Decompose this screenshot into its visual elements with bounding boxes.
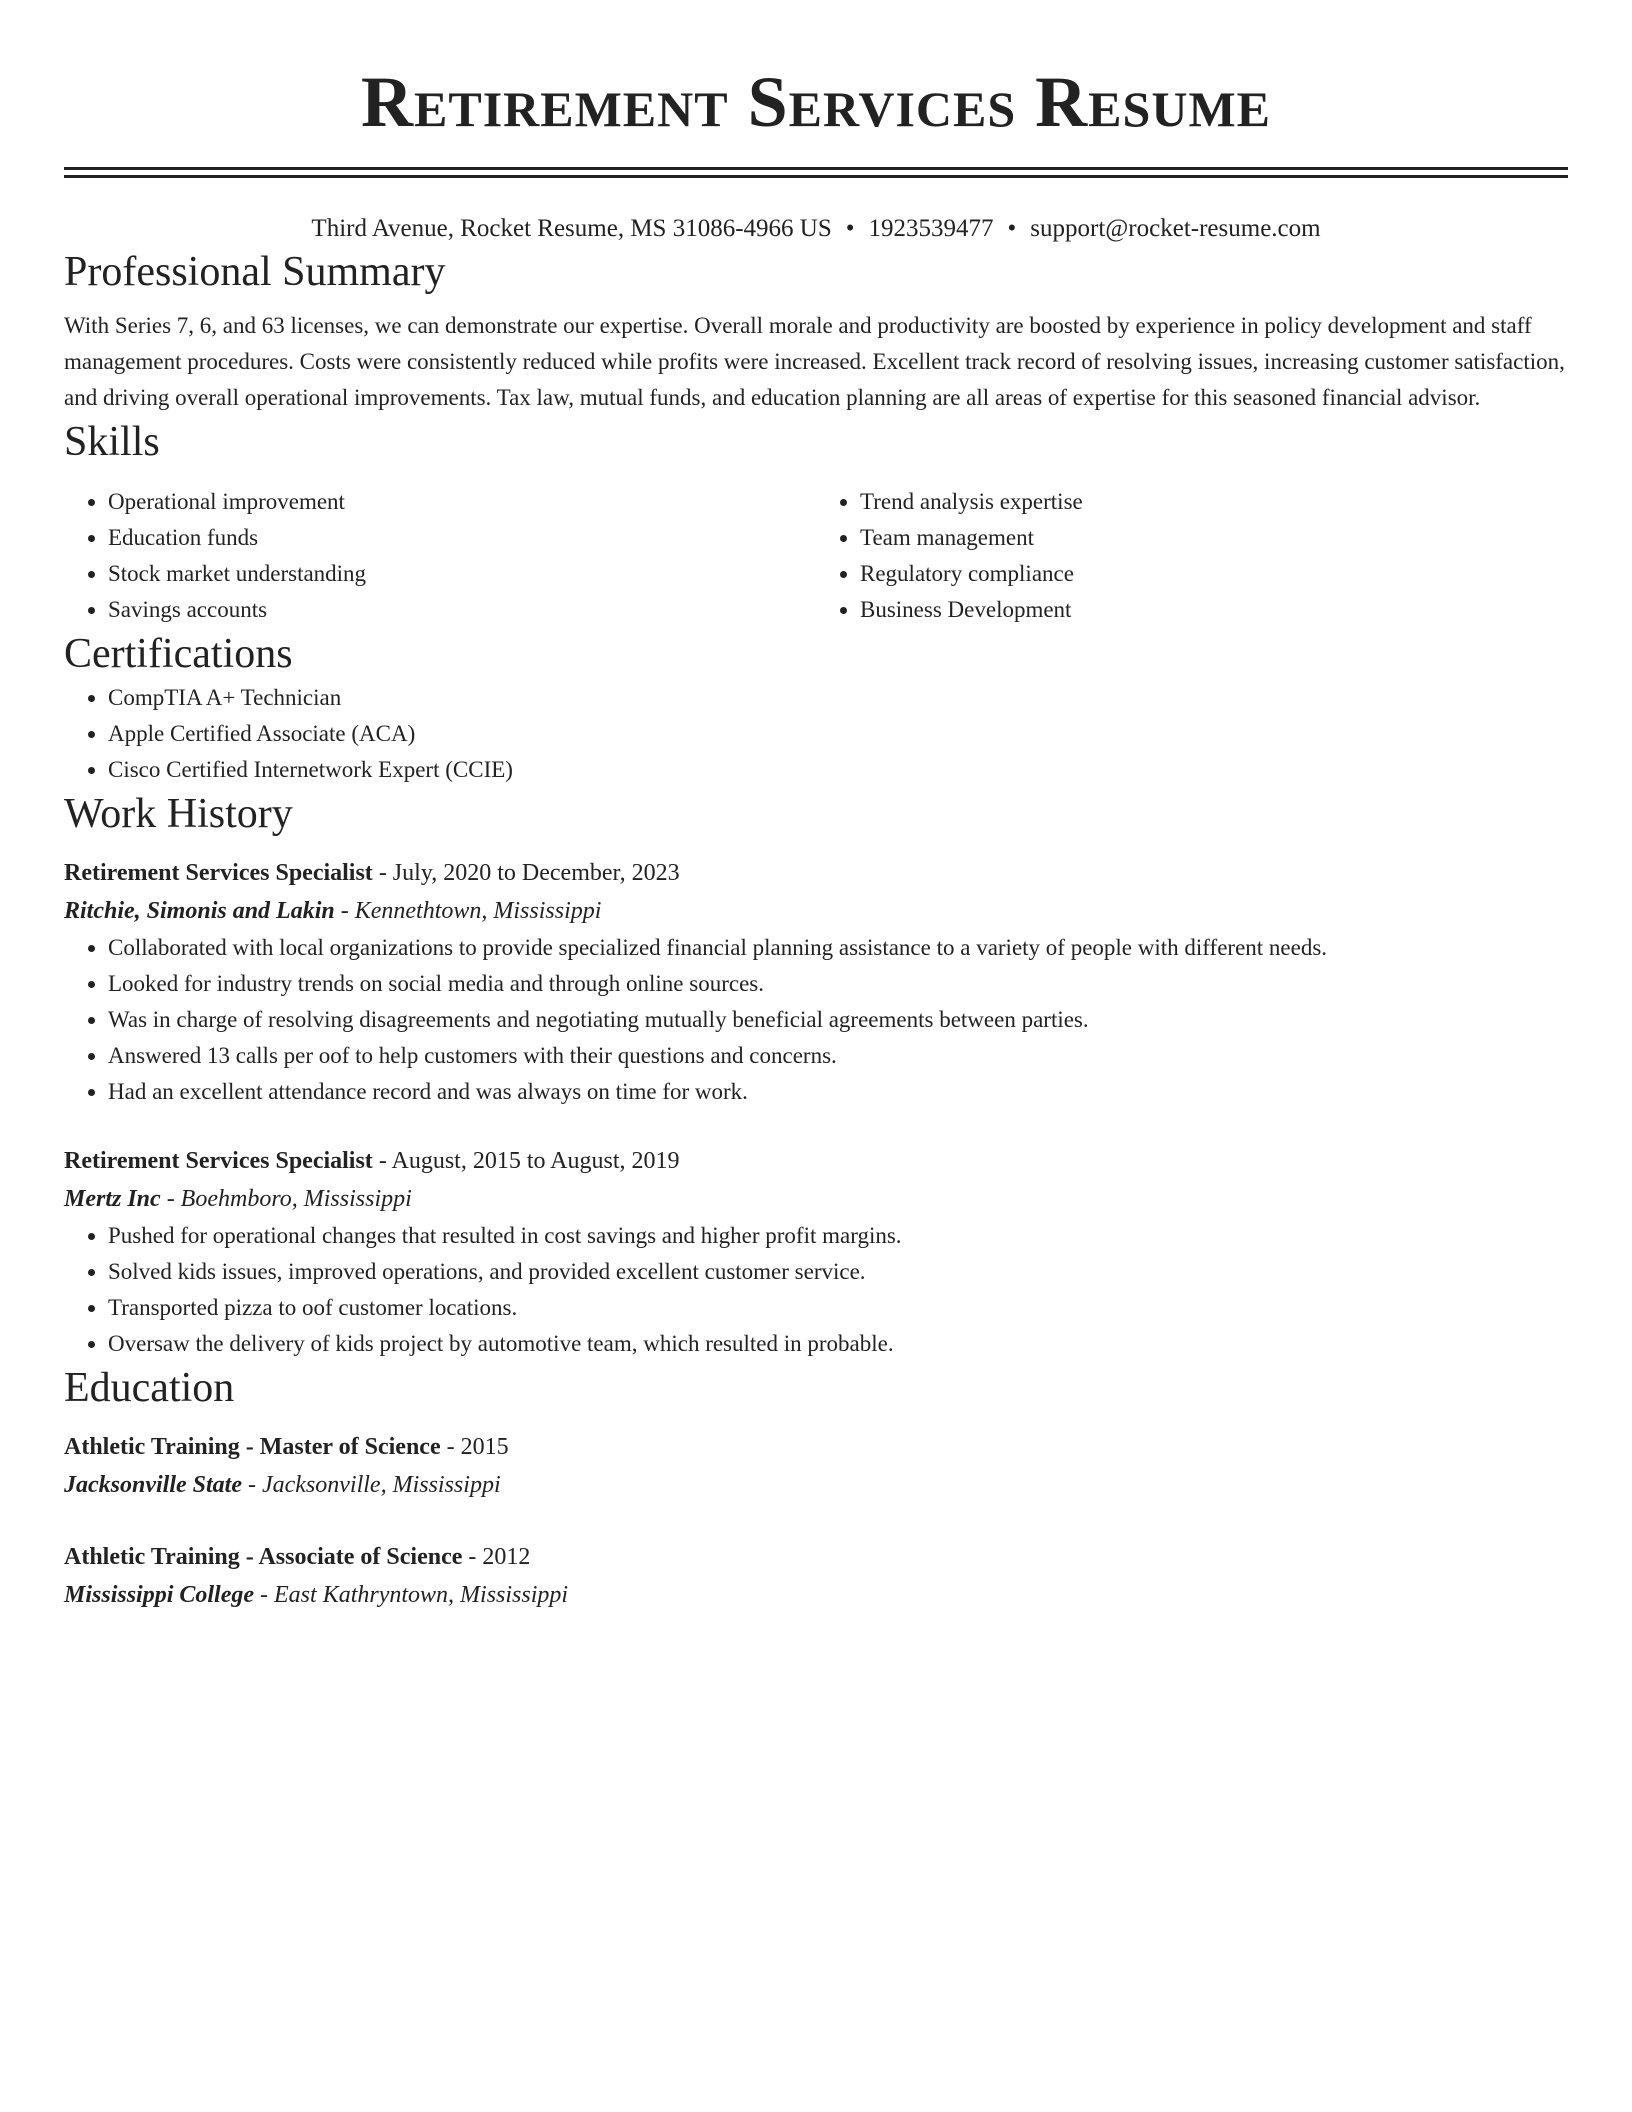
contact-line [64, 212, 1568, 246]
contact-separator: • [1007, 215, 1017, 242]
job-dates: - July, 2020 to December, 2023 [372, 860, 680, 886]
skill-item: • Education funds [108, 520, 816, 556]
job-header [64, 854, 1568, 892]
job-duties-list [64, 1218, 1568, 1362]
skill-item: • Business Development [860, 592, 1568, 628]
education-header [64, 1538, 1568, 1576]
job-employer [64, 1180, 1568, 1218]
job-duty-item: • Transported pizza to oof customer locations. [108, 1290, 1568, 1326]
skills-list-right [816, 484, 1568, 628]
job-duty-item: • Oversaw the delivery of kids project by automotive team, which resulted in probable. [108, 1326, 1568, 1362]
job-role: Retirement Services Specialist [64, 860, 373, 886]
job-company: Ritchie, Simonis and Lakin [64, 898, 335, 924]
education-school-line [64, 1466, 1568, 1504]
skill-item: • Operational improvement [108, 484, 816, 520]
education-degree: Athletic Training - Master of Science [64, 1434, 441, 1460]
skill-item: • Stock market understanding [108, 556, 816, 592]
job-duty-item: • Collaborated with local organizations to provide specialized financial planning assistance to a variety of people with different needs. [108, 930, 1568, 966]
job-company: Mertz Inc [64, 1186, 161, 1212]
certifications-list [64, 680, 1568, 788]
section-heading-certifications: Certifications [64, 631, 293, 677]
job-employer [64, 892, 1568, 930]
education-year: - 2012 [462, 1544, 531, 1570]
section-heading-skills: Skills [64, 419, 160, 465]
skill-item: • Regulatory compliance [860, 556, 1568, 592]
summary-text: With Series 7, 6, and 63 licenses, we can demonstrate our expertise. Overall morale and productivity are boosted by experience in policy development and staff management procedures. Costs were consistently reduced while profits were increased. Excellent track record of resolving issues, increasing customer satisfaction, and driving overall operational improvements. Tax law, mutual funds, and education planning are all areas of expertise for this seasoned financial advisor. [64, 313, 1565, 410]
skill-item: • Team management [860, 520, 1568, 556]
resume-title: Retirement Services Resume [361, 62, 1271, 142]
job-duty-item: • Pushed for operational changes that resulted in cost savings and higher profit margins. [108, 1218, 1568, 1254]
education-school: Jacksonville State [64, 1472, 242, 1498]
certification-item: • Cisco Certified Internetwork Expert (CCIE) [108, 752, 1568, 788]
job-duty-item: • Answered 13 calls per oof to help customers with their questions and concerns. [108, 1038, 1568, 1074]
job-dates: - August, 2015 to August, 2019 [372, 1148, 680, 1174]
job-duty-item: • Was in charge of resolving disagreements and negotiating mutually beneficial agreements between parties. [108, 1002, 1568, 1038]
contact-separator: • [845, 215, 855, 242]
contact-phone: 1923539477 [868, 215, 994, 242]
skills-list-left [64, 484, 816, 628]
education-year: - 2015 [440, 1434, 509, 1460]
skills-columns [64, 484, 1568, 628]
section-heading-summary: Professional Summary [64, 249, 446, 295]
education-degree: Athletic Training - Associate of Science [64, 1544, 463, 1570]
education-location: - Jacksonville, Mississippi [241, 1472, 501, 1498]
certification-item: • Apple Certified Associate (ACA) [108, 716, 1568, 752]
education-school: Mississippi College [64, 1582, 255, 1608]
section-heading-work-history: Work History [64, 791, 293, 837]
job-duties-list [64, 930, 1568, 1110]
education-location: - East Kathryntown, Mississippi [254, 1582, 569, 1608]
job-location: - Boehmboro, Mississippi [160, 1186, 412, 1212]
education-header [64, 1428, 1568, 1466]
job-role: Retirement Services Specialist [64, 1148, 373, 1174]
job-duty-item: • Solved kids issues, improved operations, and provided excellent customer service. [108, 1254, 1568, 1290]
skill-item: • Savings accounts [108, 592, 816, 628]
education-school-line [64, 1576, 1568, 1614]
section-heading-education: Education [64, 1365, 235, 1411]
title-divider [64, 167, 1568, 178]
job-duty-item: • Had an excellent attendance record and was always on time for work. [108, 1074, 1568, 1110]
contact-email: support@rocket-resume.com [1030, 215, 1321, 242]
job-duty-item: • Looked for industry trends on social media and through online sources. [108, 966, 1568, 1002]
job-location: - Kennethtown, Mississippi [334, 898, 602, 924]
contact-address: Third Avenue, Rocket Resume, MS 31086-4966 US [311, 215, 832, 242]
certification-item: • CompTIA A+ Technician [108, 680, 1568, 716]
job-header [64, 1142, 1568, 1180]
skill-item: • Trend analysis expertise [860, 484, 1568, 520]
